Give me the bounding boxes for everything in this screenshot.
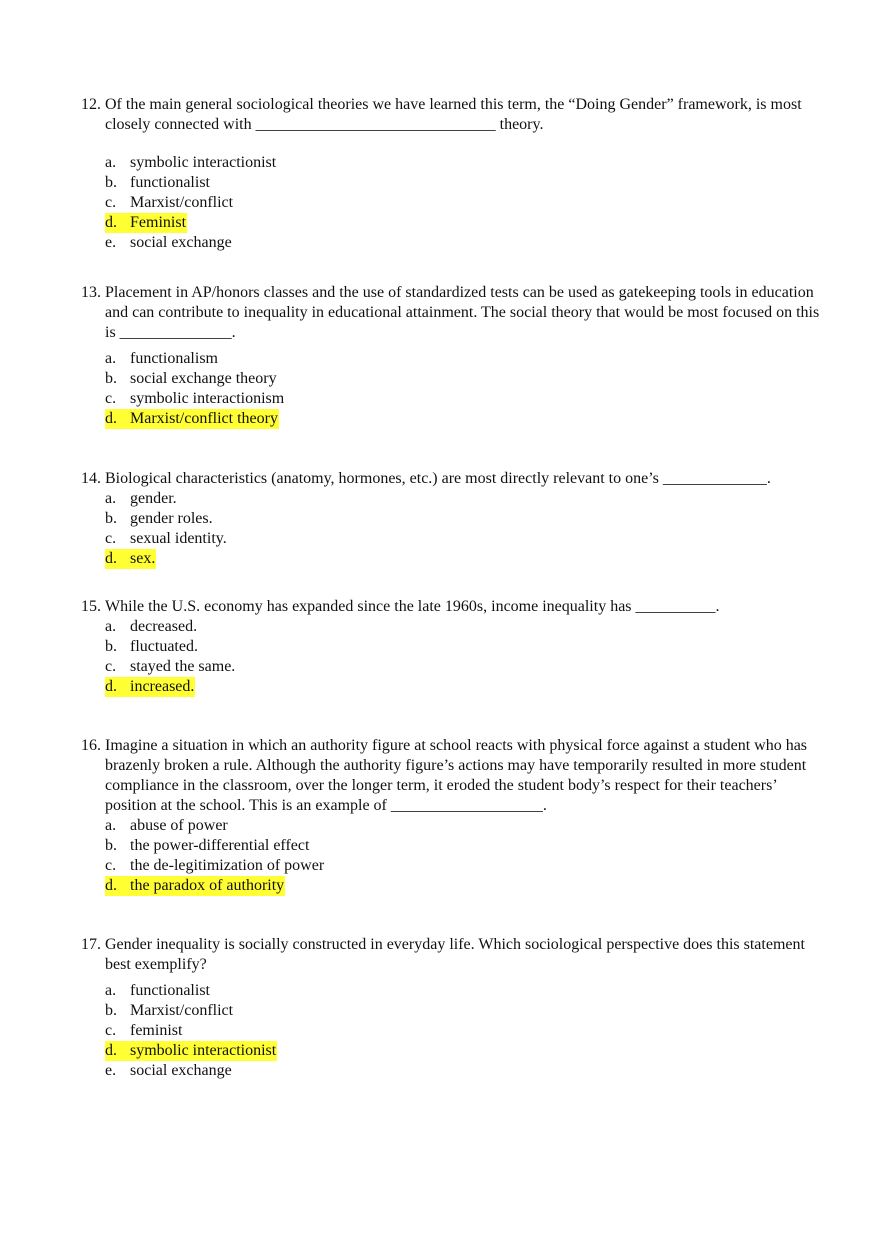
option-text: sexual identity. — [130, 530, 227, 547]
question-14 — [81, 469, 831, 569]
option-letter: b. — [105, 370, 117, 387]
option-text: symbolic interactionist — [130, 1042, 277, 1059]
question-text: Placement in AP/honors classes and the use of standardized tests can be used as gatekeeping tools in education and can contribute to inequality in educational attainment. The social theory that would be most focused on this is ______________. — [105, 284, 820, 341]
option-b — [105, 1001, 831, 1021]
answer-options — [105, 981, 831, 1081]
question-text: Imagine a situation in which an authority figure at school reacts with physical force against a student who has brazenly broken a rule. Although the authority figure’s actions may have temporarily resulted in more student compliance in the classroom, over the longer term, it eroded the student body’s respect for their teachers’ position at the school. This is an example of ___________________. — [105, 737, 808, 814]
option-c — [105, 529, 831, 549]
option-a — [105, 816, 831, 836]
option-text: decreased. — [130, 618, 198, 635]
option-text: social exchange theory — [130, 370, 277, 387]
option-text: social exchange — [130, 234, 232, 251]
option-a — [105, 981, 831, 1001]
option-a — [105, 617, 831, 637]
option-letter: b. — [105, 638, 117, 655]
option-d-highlighted-answer — [105, 213, 831, 233]
option-d-highlighted-answer — [105, 409, 831, 429]
answer-highlight — [105, 549, 156, 569]
option-text: symbolic interactionist — [130, 154, 277, 171]
answer-options — [105, 153, 831, 253]
answer-highlight — [105, 1041, 277, 1061]
answer-highlight — [105, 876, 285, 896]
answer-options — [105, 617, 831, 697]
option-letter: b. — [105, 510, 117, 527]
option-letter: d. — [105, 678, 117, 695]
option-text: abuse of power — [130, 817, 228, 834]
option-text: stayed the same. — [130, 658, 236, 675]
question-17 — [81, 935, 831, 1081]
option-text: feminist — [130, 1022, 183, 1039]
question-12 — [81, 95, 831, 253]
option-a — [105, 489, 831, 509]
question-15 — [81, 597, 831, 697]
answer-highlight — [105, 213, 187, 233]
option-a — [105, 153, 831, 173]
option-text: Marxist/conflict — [130, 194, 234, 211]
question-number: 14. — [81, 470, 101, 487]
option-letter: a. — [105, 350, 117, 367]
option-letter: b. — [105, 1002, 117, 1019]
option-b — [105, 509, 831, 529]
option-d-highlighted-answer — [105, 549, 831, 569]
question-text: Biological characteristics (anatomy, hormones, etc.) are most directly relevant to one’s _____________. — [105, 470, 771, 487]
option-b — [105, 836, 831, 856]
option-b — [105, 369, 831, 389]
option-letter: b. — [105, 837, 117, 854]
question-text: Of the main general sociological theories we have learned this term, the “Doing Gender” framework, is most closely connected with ______________________________ theory. — [105, 96, 802, 133]
option-e — [105, 233, 831, 253]
question-number: 13. — [81, 284, 101, 301]
option-letter: d. — [105, 410, 117, 427]
option-letter: c. — [105, 194, 117, 211]
option-text: functionalism — [130, 350, 218, 367]
option-text: Marxist/conflict — [130, 1002, 234, 1019]
option-c — [105, 856, 831, 876]
option-letter: c. — [105, 530, 117, 547]
option-letter: a. — [105, 490, 117, 507]
option-letter: b. — [105, 174, 117, 191]
answer-options — [105, 816, 831, 896]
option-e — [105, 1061, 831, 1081]
option-letter: d. — [105, 877, 117, 894]
question-text: Gender inequality is socially constructed in everyday life. Which sociological perspective does this statement best exemplify? — [105, 936, 805, 973]
question-16 — [81, 736, 831, 896]
option-text: the de-legitimization of power — [130, 857, 325, 874]
option-d-highlighted-answer — [105, 876, 831, 896]
option-d-highlighted-answer — [105, 1041, 831, 1061]
question-13 — [81, 283, 831, 429]
answer-options — [105, 349, 831, 429]
option-b — [105, 173, 831, 193]
option-text: gender. — [130, 490, 177, 507]
option-text: increased. — [130, 678, 195, 695]
option-letter: c. — [105, 390, 117, 407]
option-text: functionalist — [130, 174, 210, 191]
option-letter: a. — [105, 817, 117, 834]
answer-highlight — [105, 409, 279, 429]
option-text: the paradox of authority — [130, 877, 285, 894]
option-c — [105, 657, 831, 677]
option-c — [105, 193, 831, 213]
option-b — [105, 637, 831, 657]
question-number: 16. — [81, 737, 101, 754]
option-c — [105, 389, 831, 409]
option-text: gender roles. — [130, 510, 213, 527]
option-text: social exchange — [130, 1062, 232, 1079]
question-number: 17. — [81, 936, 101, 953]
option-letter: a. — [105, 618, 117, 635]
option-text: symbolic interactionism — [130, 390, 285, 407]
question-number: 15. — [81, 598, 101, 615]
option-text: fluctuated. — [130, 638, 198, 655]
option-a — [105, 349, 831, 369]
question-number: 12. — [81, 96, 101, 113]
option-letter: c. — [105, 857, 117, 874]
option-letter: d. — [105, 214, 117, 231]
option-text: functionalist — [130, 982, 210, 999]
option-letter: e. — [105, 234, 117, 251]
option-letter: c. — [105, 1022, 117, 1039]
option-letter: d. — [105, 1042, 117, 1059]
option-letter: e. — [105, 1062, 117, 1079]
option-text: sex. — [130, 550, 156, 567]
option-d-highlighted-answer — [105, 677, 831, 697]
answer-options — [105, 489, 831, 569]
option-letter: c. — [105, 658, 117, 675]
answer-highlight — [105, 677, 195, 697]
option-text: Feminist — [130, 214, 187, 231]
option-text: the power-differential effect — [130, 837, 310, 854]
option-letter: a. — [105, 154, 117, 171]
option-text: Marxist/conflict theory — [130, 410, 278, 427]
question-text: While the U.S. economy has expanded since the late 1960s, income inequality has __________. — [105, 598, 720, 615]
option-letter: a. — [105, 982, 117, 999]
option-letter: d. — [105, 550, 117, 567]
option-c — [105, 1021, 831, 1041]
